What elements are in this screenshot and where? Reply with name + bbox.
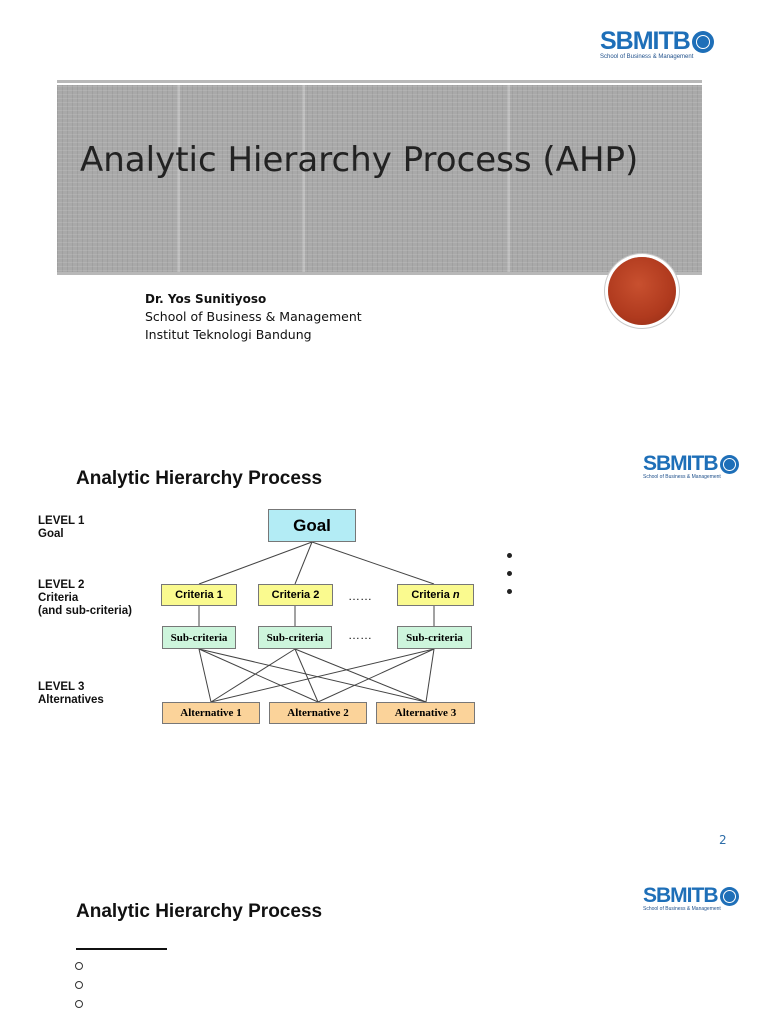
- criteria-box: Criteria 1: [161, 584, 237, 606]
- criteria-n-label: Criteria: [411, 589, 450, 601]
- connector-line: [199, 649, 211, 702]
- logo-wordmark: SBMITB: [600, 27, 690, 55]
- logo-subtitle: School of Business & Management: [643, 474, 721, 480]
- author-name: Dr. Yos Sunitiyoso: [145, 292, 267, 306]
- bullet-dot: [507, 589, 512, 594]
- level-note: (and sub-criteria): [38, 605, 132, 617]
- alternative-box: Alternative 3: [376, 702, 475, 724]
- circle-bullet-icon: [75, 1000, 83, 1008]
- bullet-dot: [507, 571, 512, 576]
- connector-line: [199, 649, 426, 702]
- sub-criteria-ellipsis: ……: [348, 628, 372, 642]
- circle-bullet-icon: [75, 981, 83, 989]
- sub-criteria-box: Sub-criteria: [397, 626, 472, 649]
- level-number: LEVEL 1: [38, 515, 85, 527]
- connector-line: [211, 649, 295, 702]
- slide-title: Analytic Hierarchy Process (AHP): [80, 140, 639, 180]
- goal-box: Goal: [268, 509, 356, 542]
- connector-line: [199, 649, 318, 702]
- page-number: 2: [719, 833, 727, 847]
- alternative-box: Alternative 1: [162, 702, 260, 724]
- criteria-n-box: [397, 584, 474, 606]
- level-number: LEVEL 3: [38, 681, 85, 693]
- bullet-dot: [507, 553, 512, 558]
- logo-subtitle: School of Business & Management: [643, 906, 721, 912]
- logo-subtitle: School of Business & Management: [600, 54, 694, 60]
- slide-title: Analytic Hierarchy Process: [76, 901, 323, 922]
- sub-criteria-box: Sub-criteria: [258, 626, 332, 649]
- criteria-n-variable: n: [452, 589, 460, 601]
- author-school: School of Business & Management: [145, 309, 362, 324]
- connector-line: [312, 542, 434, 584]
- slide-title: Analytic Hierarchy Process: [76, 468, 323, 489]
- author-institute: Institut Teknologi Bandung: [145, 327, 312, 342]
- sub-criteria-box: Sub-criteria: [162, 626, 236, 649]
- circle-bullet-icon: [75, 962, 83, 970]
- itb-seal-icon: [720, 887, 739, 906]
- logo-wordmark: SBMITB: [643, 452, 718, 475]
- level-name: Goal: [38, 528, 64, 540]
- criteria-ellipsis: ……: [348, 589, 372, 603]
- connector-line: [211, 649, 434, 702]
- connector-line: [426, 649, 434, 702]
- connector-line: [199, 542, 312, 584]
- underline-rule: [76, 948, 167, 950]
- criteria-box: Criteria 2: [258, 584, 333, 606]
- level-name: Criteria: [38, 592, 79, 604]
- connector-line: [295, 542, 312, 584]
- level-number: LEVEL 2: [38, 579, 85, 591]
- level-name: Alternatives: [38, 694, 104, 706]
- alternative-box: Alternative 2: [269, 702, 367, 724]
- logo-wordmark: SBMITB: [643, 884, 718, 907]
- connector-line: [318, 649, 434, 702]
- sbmitb-logo: [643, 884, 739, 912]
